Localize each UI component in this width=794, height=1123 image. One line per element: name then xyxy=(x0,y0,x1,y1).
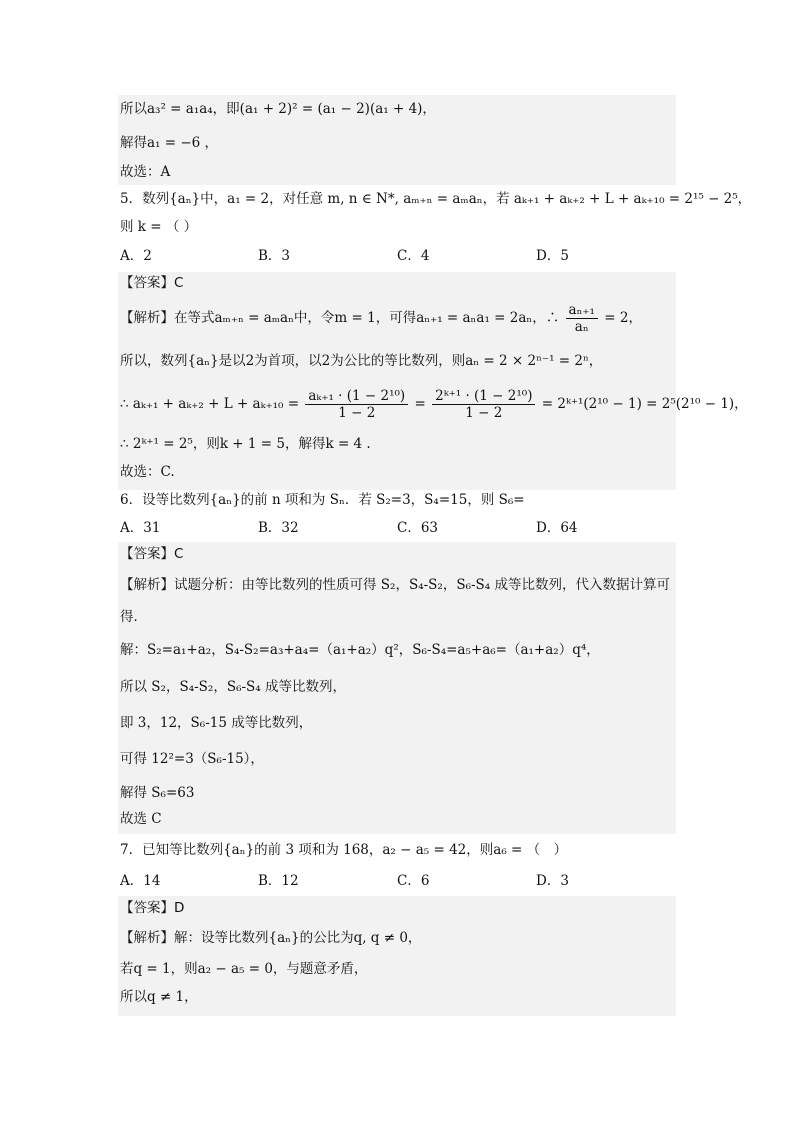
ratio-numerator: aₙ₊₁ xyxy=(566,302,598,319)
q5-answer: 【答案】C xyxy=(120,275,184,291)
q5-option-b: B．3 xyxy=(258,248,291,264)
q5-analysis-3-tail: = 2ᵏ⁺¹(2¹⁰ − 1) = 2⁵(2¹⁰ − 1)， xyxy=(541,396,748,412)
q6-analysis-6: 解得 S₆=63 xyxy=(120,785,195,801)
q7-option-b: B．12 xyxy=(258,873,299,889)
q7-answer: 【答案】D xyxy=(120,900,185,916)
q5-analysis-choice: 故选：C. xyxy=(120,464,175,480)
sum-fraction-1 xyxy=(305,388,408,421)
q5-option-c: C．4 xyxy=(397,248,430,264)
ratio-denominator: aₙ xyxy=(574,319,589,335)
q5-analysis-3 xyxy=(120,388,748,421)
q5-option-d: D．5 xyxy=(536,248,569,264)
q6-option-a: A．31 xyxy=(120,520,161,536)
q7-analysis-2: 若q = 1，则a₂ − a₅ = 0，与题意矛盾， xyxy=(120,961,368,977)
q7-analysis-3: 所以q ≠ 1， xyxy=(120,989,198,1005)
ratio-fraction xyxy=(566,302,598,335)
q7-option-a: A．14 xyxy=(120,873,161,889)
q5-analysis-1-text: 【解析】在等式aₘ₊ₙ = aₘaₙ中，令m = 1，可得aₙ₊₁ = aₙa₁ = 2aₙ，∴ xyxy=(120,310,560,326)
q6-stem: 6．设等比数列{aₙ}的前 n 项和为 Sₙ．若 S₂=3，S₄=15，则 S₆= xyxy=(120,492,525,508)
q7-stem: 7．已知等比数列{aₙ}的前 3 项和为 168，a₂ − a₅ = 42，则a₆ = （ ） xyxy=(120,842,568,858)
q7-option-d: D．3 xyxy=(536,873,569,889)
q5-analysis-3-equals: = xyxy=(414,396,426,412)
q5-stem-2: 则 k = （ ） xyxy=(120,219,198,235)
sum-fraction-1-numerator: aₖ₊₁ · (1 − 2¹⁰) xyxy=(305,388,408,405)
q6-answer: 【答案】C xyxy=(120,546,184,562)
q5-stem: 5．数列{aₙ}中，a₁ = 2，对任意 m, n ∈ N*, aₘ₊ₙ = aₘaₙ，若 aₖ₊₁ + aₖ₊₂ + L + aₖ₊₁₀ = 2¹⁵ − 2⁵， xyxy=(120,191,752,207)
q4-solution-line-1: 所以a₃² = a₁a₄，即(a₁ + 2)² = (a₁ − 2)(a₁ + 4)， xyxy=(120,101,436,117)
q7-option-c: C．6 xyxy=(397,873,430,889)
q6-analysis-5: 可得 12²=3（S₆-15）， xyxy=(120,751,264,767)
q5-analysis-1 xyxy=(120,302,642,335)
q6-analysis-3: 所以 S₂，S₄-S₂，S₆-S₄ 成等比数列， xyxy=(120,679,347,695)
q6-option-b: B．32 xyxy=(258,520,299,536)
q5-analysis-2: 所以，数列{aₙ}是以2为首项，以2为公比的等比数列，则aₙ = 2 × 2ⁿ⁻¹ = 2ⁿ， xyxy=(120,353,603,369)
sum-fraction-2-denominator: 1 − 2 xyxy=(465,405,503,421)
q4-solution-choice: 故选：A xyxy=(120,164,171,180)
q6-analysis-choice: 故选 C xyxy=(120,811,162,827)
q5-option-a: A．2 xyxy=(120,248,152,264)
q5-analysis-4: ∴ 2ᵏ⁺¹ = 2⁵，则k + 1 = 5，解得k = 4 . xyxy=(120,436,371,452)
q5-analysis-3-text: ∴ aₖ₊₁ + aₖ₊₂ + L + aₖ₊₁₀ = xyxy=(120,396,300,412)
sum-fraction-1-denominator: 1 − 2 xyxy=(338,405,376,421)
q7-analysis-1: 【解析】解：设等比数列{aₙ}的公比为q, q ≠ 0， xyxy=(120,930,422,946)
q4-solution-line-2: 解得a₁ = −6 ， xyxy=(120,135,219,151)
q6-analysis-2: 解：S₂=a₁+a₂，S₄-S₂=a₃+a₄=（a₁+a₂）q²，S₆-S₄=a₅+a₆=（a₁+a₂）q⁴， xyxy=(120,642,600,658)
q6-analysis-1: 【解析】试题分析：由等比数列的性质可得 S₂，S₄-S₂，S₆-S₄ 成等比数列，代入数据计算可 xyxy=(120,577,671,593)
sum-fraction-2 xyxy=(432,388,535,421)
q6-option-c: C．63 xyxy=(397,520,439,536)
q6-option-d: D．64 xyxy=(536,520,578,536)
q6-analysis-1b: 得． xyxy=(120,609,147,625)
solution-shade-q7 xyxy=(118,896,676,1016)
sum-fraction-2-numerator: 2ᵏ⁺¹ · (1 − 2¹⁰) xyxy=(432,388,535,405)
q5-analysis-1-tail: = 2， xyxy=(604,310,642,326)
q6-analysis-4: 即 3，12，S₆-15 成等比数列， xyxy=(120,715,313,731)
